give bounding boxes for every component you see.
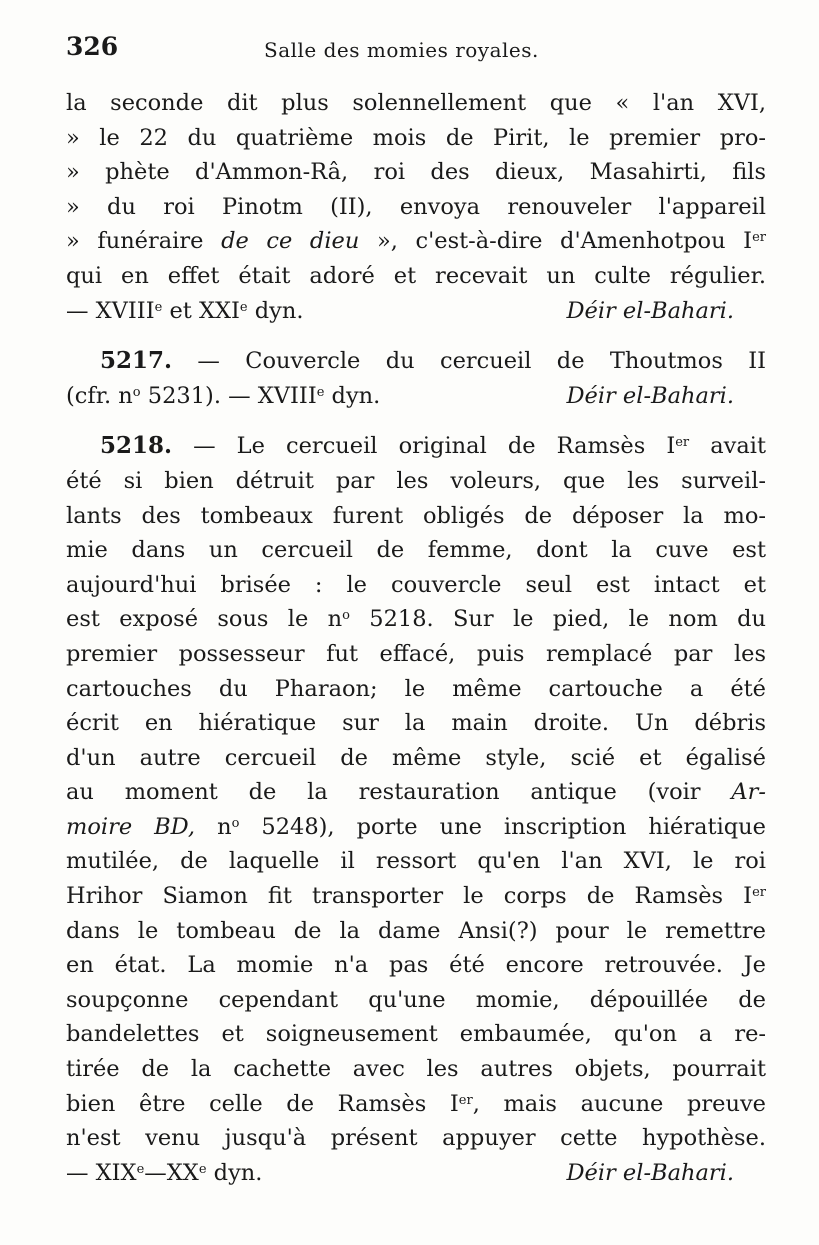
page-header [66, 32, 766, 72]
text-line: bandelettes et soigneusement embaumée, qu'on a re- [66, 1021, 766, 1048]
text-line: qui en effet était adoré et recevait un culte régulier. [66, 262, 766, 289]
text-line: » du roi Pinotm (II), envoya renouveler l'appareil [66, 193, 766, 220]
text-line: cartouches du Pharaon; le même cartouche a été [66, 675, 766, 702]
text-line: moire BD, $n^o$ 5248), porte une inscription hiératique [66, 813, 766, 840]
text-line: est exposé sous le $n^o$ 5218. Sur le pied, le nom du [66, 606, 766, 633]
location-label: Déir el-Bahari. [566, 297, 734, 324]
entry-5218 [66, 429, 766, 1190]
text-line: bien être celle de Ramsès Ier, mais aucune preuve [66, 1090, 766, 1117]
continuation-paragraph [66, 86, 766, 328]
text-line: » le 22 du quatrième mois de Pirit, le premier pro- [66, 124, 766, 151]
text-line: dans le tombeau de la dame Ansi(?) pour le remettre [66, 917, 766, 944]
text-line: tirée de la cachette avec les autres objets, pourrait [66, 1056, 766, 1083]
text-line: 5217. — Couvercle du cercueil de Thoutmos II [100, 347, 766, 375]
entry-number: 5217. [100, 347, 173, 375]
text-line: été si bien détruit par les voleurs, que les surveil- [66, 467, 766, 494]
text-line: lants des tombeaux furent obligés de déposer la mo- [66, 502, 766, 529]
text-line: Hrihor Siamon fit transporter le corps de Ramsès Ier [66, 883, 766, 910]
text-line: premier possesseur fut effacé, puis remplacé par les [66, 640, 766, 667]
entry-number: 5218. [100, 432, 173, 460]
text-line: 5218. — Le cercueil original de Ramsès Ier avait [100, 432, 766, 460]
dynasty-line [66, 294, 766, 329]
text-line: aujourd'hui brisée : le couvercle seul est intact et [66, 571, 766, 598]
dynasty-label: — XVIIIe et XXIe dyn. [66, 297, 304, 324]
text-line: la seconde dit plus solennellement que « l'an XVI, [66, 90, 766, 116]
location-label: Déir el-Bahari. [566, 1159, 734, 1186]
dynasty-line [66, 379, 766, 414]
text-line: mutilée, de laquelle il ressort qu'en l'an XVI, le roi [66, 848, 766, 875]
running-head: Salle des momies royales. [264, 38, 539, 62]
text-line: mie dans un cercueil de femme, dont la cuve est [66, 537, 766, 564]
dynasty-label: (cfr. $n^o$ 5231). — XVIIIe dyn. [66, 382, 381, 409]
text-line: » funéraire de ce dieu », c'est-à-dire d'Amenhotpou Ier [66, 228, 766, 255]
text-line: d'un autre cercueil de même style, scié et égalisé [66, 744, 766, 771]
text-line: n'est venu jusqu'à présent appuyer cette hypothèse. [66, 1125, 766, 1152]
page-number: 326 [66, 32, 119, 61]
text-line: » phète d'Ammon-Râ, roi des dieux, Masahirti, fils [66, 159, 766, 186]
text-line: écrit en hiératique sur la main droite. Un débris [66, 710, 766, 737]
location-label: Déir el-Bahari. [566, 382, 734, 409]
text-line: en état. La momie n'a pas été encore retrouvée. Je [66, 952, 766, 979]
dynasty-label: — XIXe—XXe dyn. [66, 1159, 263, 1186]
dynasty-line [66, 1156, 766, 1191]
body-text [66, 86, 766, 1190]
entry-5217 [66, 344, 766, 413]
text-line: au moment de la restauration antique (voir Ar- [66, 779, 766, 806]
text-line: soupçonne cependant qu'une momie, dépouillée de [66, 986, 766, 1013]
